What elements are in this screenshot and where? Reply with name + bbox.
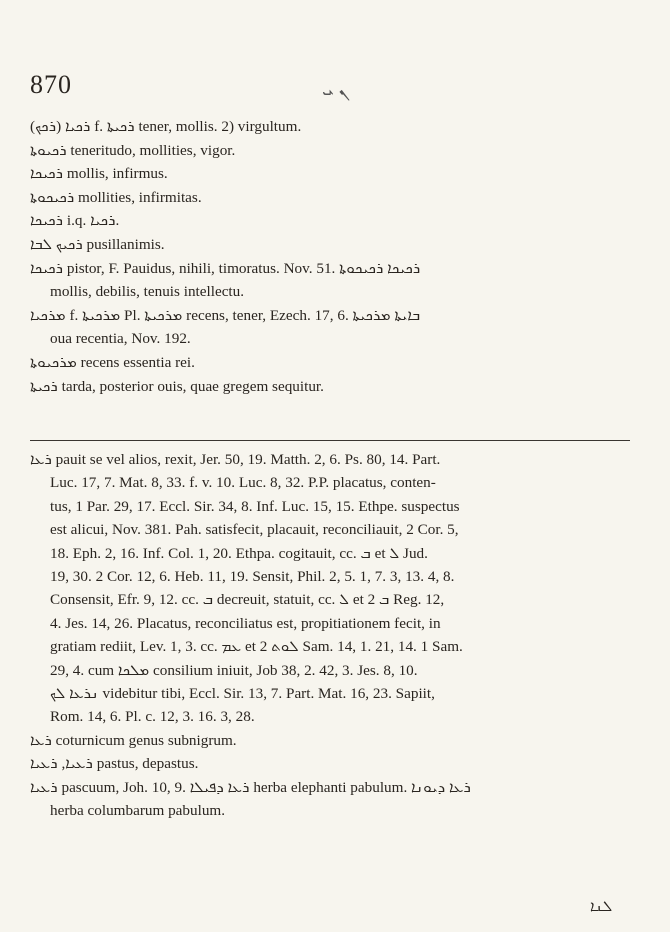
article-line: Luc. 17, 7. Mat. 8, 33. f. v. 10. Luc. 8, 32. P.P. placatus, conten- [50,474,436,492]
entry-line: ܪܟܝܟܐ mollis, infirmus. [30,165,168,183]
lexicon-entries [30,115,645,398]
article-line: gratiam rediit, Lev. 1, 3. cc. ܥܡ et ܠܘܬ 2 Sam. 14, 1. 21, 14. 1 Sam. [50,638,463,656]
article-line: herba columbarum pabulum. [50,802,226,820]
entry-line: ܪܟܝܟ ܠܒܐ pusillanimis. [30,235,165,253]
entry-line: mollis, debilis, tenuis intellectu. [50,283,245,301]
article-line: 18. Eph. 2, 16. Inf. Col. 1, 20. Ethpa. cogitauit, cc. ܒ et ܠ Jud. [50,544,428,562]
article-line: ܪܥܝܐ pascuum, Joh. 10, 9. ܪܥܐ ܕܦܝܠܐ herba elephanti pabulum. ܪܥܐ ܕܝܘܢܐ [30,778,471,796]
article-line: 4. Jes. 14, 26. Placatus, reconciliatus est, propitiationem fecit, in [50,614,441,632]
section-divider [30,440,630,441]
entry-line: ܪܟܝܟܘܬܐ mollities, infirmitas. [30,188,202,206]
lexicon-article [30,448,645,823]
entry-line: ܡܪܟܝܐ f. ܡܪܟܝܬܐ Pl. ܡܪܟܝܬܐ recens, tener, Ezech. 17, 6. ܒܐܝܬܐ ܡܪܟܝܬܐ [30,306,421,324]
entry-line: ܪܟܝܟܐ pistor, F. Pauidus, nihili, timoratus. Nov. 51. ܪܟܝܟܐ ܪܟܝܟܘܬܐ [30,259,421,277]
page-number: 870 [30,70,72,99]
article-line: est alicui, Nov. 381. Pah. satisfecit, placauit, reconciliauit, 2 Cor. 5, [50,521,459,539]
article-line: ܢܪܥܐ ܠܟ videbitur tibi, Eccl. Sir. 13, 7. Part. Mat. 16, 23. Sapiit, [50,685,435,703]
article-line: 29, 4. cum ܡܠܟܐ consilium iniuit, Job 38, 2. 42, 3. Jes. 8, 10. [50,661,418,679]
entry-line: ܪܟܝܬܐ tarda, posterior ouis, quae gregem sequitur. [30,377,324,395]
entry-line: ܪܟܝܟܐ i.q. ܪܟܝܐ. [30,212,120,230]
article-line: ܪܥܐ pauit se vel alios, rexit, Jer. 50, 19. Matth. 2, 6. Ps. 80, 14. Part. [30,451,441,468]
article-line: ܪܥܐ coturnicum genus subnigrum. [30,731,237,749]
article-line: Consensit, Efr. 9, 12. cc. ܒ decreuit, statuit, cc. ܠ et ܒ 2 Reg. 12, [50,591,445,609]
article-line: tus, 1 Par. 29, 17. Eccl. Sir. 34, 8. Inf. Luc. 15, 15. Ethpe. suspectus [50,497,460,515]
catchword: ܠܢܐ [590,899,613,915]
article-line: 19, 30. 2 Cor. 12, 6. Heb. 11, 19. Sensit, Phil. 2, 5. 1, 7. 3, 13. 4, 8. [50,568,455,586]
entry-line: oua recentia, Nov. 192. [50,330,191,348]
entry-line: ܡܪܟܝܘܬܐ recens essentia rei. [30,353,195,371]
article-line: Rom. 14, 6. Pl. c. 12, 3. 16. 3, 28. [50,708,255,726]
article-line: ܪܥܝܐ, ܪܥܝܐ pastus, depastus. [30,755,199,773]
running-header: ܢ ܝ [322,78,350,100]
entry-line: (ܪܟܟ) ܪܟܝܐ f. ܪܟܝܬܐ tener, mollis. 2) virgultum. [30,118,302,135]
entry-line: ܪܟܝܘܬܐ teneritudo, mollities, vigor. [30,141,236,159]
